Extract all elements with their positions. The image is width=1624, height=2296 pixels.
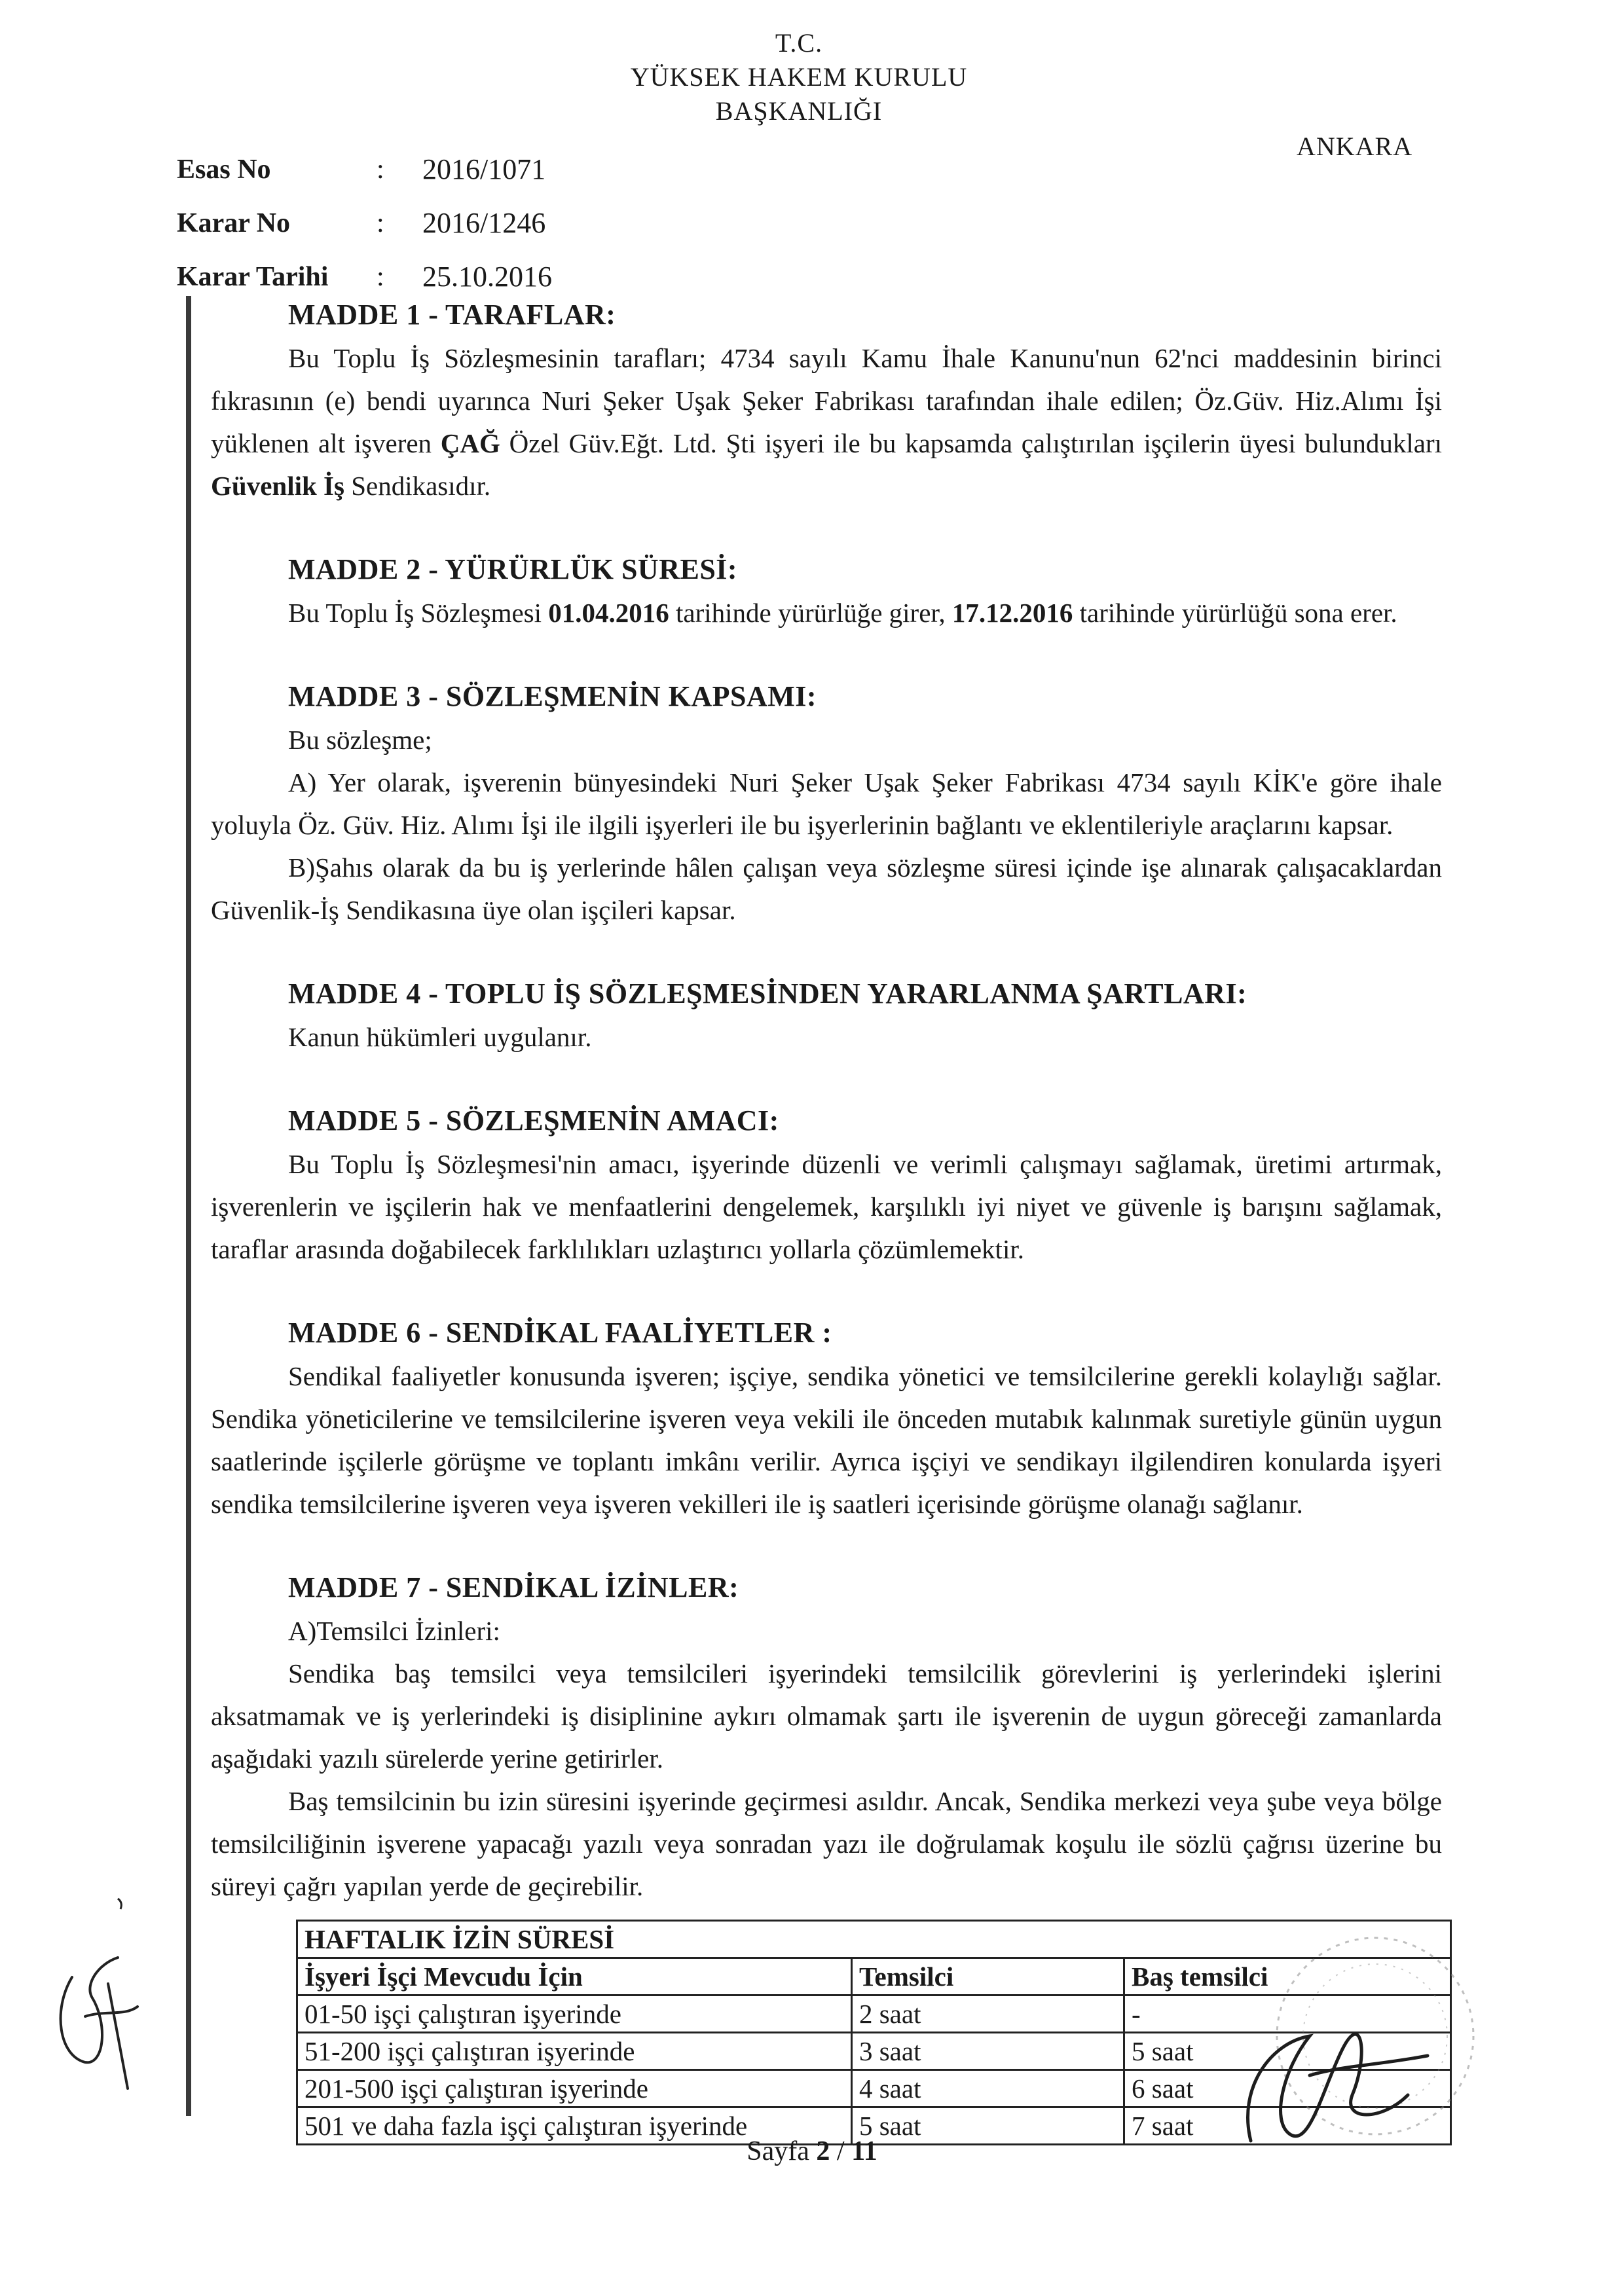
table-header-cell: İşyeri İşçi Mevcudu İçin xyxy=(297,1958,852,1995)
header-city: ANKARA xyxy=(1297,132,1413,161)
header-line-institution: YÜKSEK HAKEM KURULU xyxy=(630,62,968,92)
table-cell: 2 saat xyxy=(851,1995,1124,2033)
article-2-text xyxy=(211,592,1442,634)
article-3-intro: Bu sözleşme; xyxy=(288,725,432,755)
header-line-tc: T.C. xyxy=(775,28,823,58)
document-body xyxy=(211,293,1442,2145)
meta-label: Karar Tarihi xyxy=(177,262,329,292)
signature-left-icon xyxy=(46,1886,151,2108)
table-cell: 4 saat xyxy=(851,2070,1124,2107)
meta-colon: : xyxy=(377,208,384,238)
meta-label: Esas No xyxy=(177,155,271,185)
article-1-title: MADDE 1 - TARAFLAR: xyxy=(288,299,616,331)
table-cell: 01-50 işçi çalıştıran işyerinde xyxy=(297,1995,852,2033)
article-2-text-c: tarihinde yürürlüğü sona erer. xyxy=(1073,598,1397,628)
header-line-presidency: BAŞKANLIĞI xyxy=(715,96,883,126)
table-caption: HAFTALIK İZİN SÜRESİ xyxy=(297,1921,1451,1958)
table-cell: 201-500 işçi çalıştıran işyerinde xyxy=(297,2070,852,2107)
table-cell: 7 saat xyxy=(1124,2107,1450,2145)
meta-value: 2016/1071 xyxy=(422,153,546,185)
page-current: 2 xyxy=(816,2136,830,2166)
signature-stamp-icon xyxy=(1211,1925,1500,2160)
article-5-text: Bu Toplu İş Sözleşmesi'nin amacı, işyerinde düzenli ve verimli çalışmayı sağlamak, üretimi artırmak, işverenlerin ve işçilerin hak ve menfaatlerini dengelemek, karşılıklı iyi niyet ve güvenle iş barışını sağlamak, taraflar arasında doğabilecek farklılıkları uzlaştırıcı yollarla çözümlemektir. xyxy=(211,1149,1442,1264)
meta-row-esas xyxy=(177,143,552,196)
case-meta xyxy=(177,143,552,304)
page-prefix: Sayfa xyxy=(747,2136,817,2166)
meta-colon: : xyxy=(377,155,384,185)
table-cell: 5 saat xyxy=(1124,2033,1450,2070)
table-cell: 51-200 işçi çalıştıran işyerinde xyxy=(297,2033,852,2070)
article-2-start-date: 01.04.2016 xyxy=(548,598,669,628)
article-6-title: MADDE 6 - SENDİKAL FAALİYETLER : xyxy=(288,1317,832,1349)
article-4-text: Kanun hükümleri uygulanır. xyxy=(288,1022,592,1052)
article-2-text-b: tarihinde yürürlüğe girer, xyxy=(669,598,952,628)
article-2-text-a: Bu Toplu İş Sözleşmesi xyxy=(288,598,549,628)
table-cell: 501 ve daha fazla işçi çalıştıran işyerinde xyxy=(297,2107,852,2145)
article-6-text: Sendikal faaliyetler konusunda işveren; işçiye, sendika yönetici ve temsilcilerine gerekli kolaylığı sağlar. Sendika yöneticilerine ve temsilcilerine işveren veya vekili ile önceden mutabık kalınmak suretiyle günün uygun saatlerinde işçilerle görüşme ve toplantı imkânı verilir. Ayrıca işçiyi ve sendikayı ilgilendiren konularda işyeri sendika temsilcilerine işveren veya işveren vekilleri ile iş saatleri içerisinde görüşme olanağı sağlanır. xyxy=(211,1361,1442,1519)
article-3-clause-b: B)Şahıs olarak da bu iş yerlerinde hâlen çalışan veya sözleşme süresi içinde işe alınarak çalışacaklardan Güvenlik-İş Sendikasına üye olan işçileri kapsar. xyxy=(211,852,1442,925)
article-7-subtitle: A)Temsilci İzinleri: xyxy=(288,1616,500,1646)
article-1-text-c: Sendikasıdır. xyxy=(344,471,491,501)
meta-row-karar xyxy=(177,196,552,250)
table-header-cell: Baş temsilci xyxy=(1124,1958,1450,1995)
article-1-union-name: Güvenlik İş xyxy=(211,471,344,501)
article-3-title: MADDE 3 - SÖZLEŞMENİN KAPSAMI: xyxy=(288,680,817,712)
article-1-text-b: Özel Güv.Eğt. Ltd. Şti işyeri ile bu kapsamda çalıştırılan işçilerin üyesi bulundukları xyxy=(500,428,1442,458)
table-header-cell: Temsilci xyxy=(851,1958,1124,1995)
table-cell: - xyxy=(1124,1995,1450,2033)
article-1-text-a: Bu Toplu İş Sözleşmesinin tarafları; 4734 sayılı Kamu İhale Kanunu'nun 62'nci maddesinin birinci fıkrasının (e) bendi uyarınca Nuri Şeker Uşak Şeker Fabrikası tarafından ihale edilen; Öz.Güv. Hiz.Alımı İşi yüklenen alt işveren xyxy=(211,343,1442,458)
meta-value: 25.10.2016 xyxy=(422,261,552,293)
article-1-text xyxy=(211,337,1442,507)
table-cell: 6 saat xyxy=(1124,2070,1450,2107)
article-7-title: MADDE 7 - SENDİKAL İZİNLER: xyxy=(288,1571,739,1603)
article-5-title: MADDE 5 - SÖZLEŞMENİN AMACI: xyxy=(288,1104,779,1137)
page-number xyxy=(655,2136,969,2167)
article-1-company-name: ÇAĞ xyxy=(440,428,500,458)
meta-value: 2016/1246 xyxy=(422,207,546,239)
article-2-title: MADDE 2 - YÜRÜRLÜK SÜRESİ: xyxy=(288,553,738,585)
article-4-title: MADDE 4 - TOPLU İŞ SÖZLEŞMESİNDEN YARARLANMA ŞARTLARI: xyxy=(288,977,1247,1010)
article-2-end-date: 17.12.2016 xyxy=(951,598,1073,628)
meta-label: Karar No xyxy=(177,208,291,238)
meta-colon: : xyxy=(377,262,384,292)
table-cell: 5 saat xyxy=(851,2107,1124,2145)
article-7-text-2: Baş temsilcinin bu izin süresini işyerinde geçirmesi asıldır. Ancak, Sendika merkezi veya şube veya bölge temsilciliğinin işverene yapacağı yazılı veya sonradan yazı ile doğrulamak koşulu ile sözlü çağrısı üzerine bu süreyi çağrı yapılan yerde de geçirebilir. xyxy=(211,1786,1442,1901)
article-3-clause-a: A) Yer olarak, işverenin bünyesindeki Nuri Şeker Uşak Şeker Fabrikası 4734 sayılı KİK'e göre ihale yoluyla Öz. Güv. Hiz. Alımı İşi ile ilgili işyerleri ile bu işyerlerinin bağlantı ve eklentileriyle araçlarını kapsar. xyxy=(211,767,1442,840)
page-total: 11 xyxy=(851,2136,877,2166)
page-separator: / xyxy=(830,2136,852,2166)
left-margin-bar xyxy=(186,296,191,2116)
table-cell: 3 saat xyxy=(851,2033,1124,2070)
document-header xyxy=(524,26,1074,128)
article-7-text-1: Sendika baş temsilci veya temsilcileri işyerindeki temsilcilik görevlerini iş yerlerindeki işlerini aksatmamak ve iş yerlerindeki iş disiplinine aykırı olmamak şartı ile işverenin de uygun göreceği zamanlarda aşağıdaki yazılı sürelerde yerine getirirler. xyxy=(211,1658,1442,1774)
